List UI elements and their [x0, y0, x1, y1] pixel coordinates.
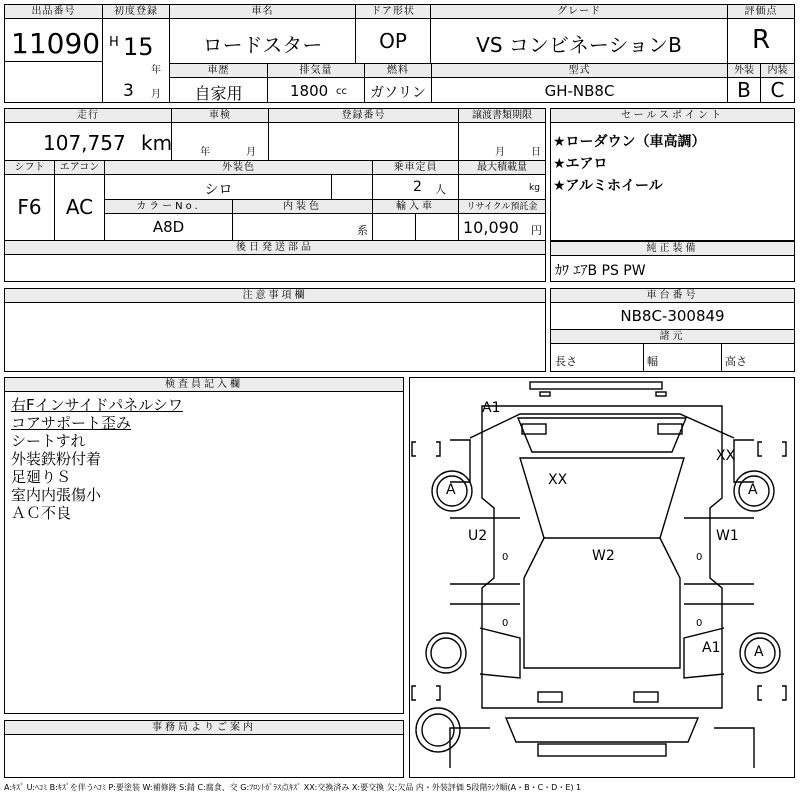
inspector-note: 室内内張傷小	[11, 486, 102, 504]
recycle-unit: 円	[531, 224, 542, 237]
mileage-cell	[5, 109, 171, 160]
history-value: 自家用	[194, 84, 243, 103]
transfer-day-unit: 日	[531, 147, 541, 158]
ac-cell	[55, 161, 104, 240]
color-label: 外装色	[105, 161, 372, 175]
caution-block	[4, 288, 546, 372]
capacity-value: 2	[413, 179, 422, 195]
capacity-cell	[373, 161, 458, 199]
sales-points-block	[550, 108, 795, 241]
width-label: 幅	[647, 355, 658, 368]
fuel-cell	[365, 64, 431, 102]
inspection-month-unit: 月	[246, 147, 256, 158]
mark-xx-right: XX	[716, 448, 736, 464]
mileage-unit: km	[141, 131, 173, 155]
history-label: 車歴	[170, 64, 267, 78]
equipment-block	[550, 241, 795, 282]
displacement-cell	[268, 64, 364, 102]
sales-label: セールスポイント	[551, 109, 794, 123]
transfer-month-unit: 月	[495, 147, 505, 158]
length-label: 長さ	[555, 355, 577, 368]
chassis-block	[550, 288, 795, 372]
grade-label: グレード	[431, 5, 727, 19]
height-label: 高さ	[725, 355, 747, 368]
sales-point: ★アルミホイール	[553, 178, 663, 194]
exterior-value: B	[737, 78, 751, 102]
grade-value: VS コンビネーションB	[476, 33, 682, 57]
load-unit: kg	[529, 183, 540, 193]
capacity-unit: 人	[435, 183, 446, 196]
score-value: R	[751, 25, 771, 55]
transfer-label: 譲渡書類期限	[459, 109, 545, 123]
model-value: GH-NB8C	[544, 82, 615, 100]
mark-u2: U2	[468, 528, 488, 544]
fuel-value: ガソリン	[370, 85, 426, 101]
mileage-label: 走行	[5, 109, 171, 123]
mark-a-bottom-right: A	[754, 644, 764, 660]
lot-label: 出品番号	[5, 5, 102, 19]
load-cell	[459, 161, 545, 199]
color-no-cell	[105, 200, 232, 240]
score-label: 評価点	[728, 5, 794, 19]
inspector-label: 検査員記入欄	[5, 378, 403, 392]
fuel-label: 燃料	[365, 64, 431, 78]
shift-value: F6	[17, 195, 42, 219]
first-reg-label: 初度登録	[103, 5, 169, 19]
vehicle-info-block	[4, 108, 546, 282]
model-cell	[432, 64, 727, 102]
later-parts-cell	[5, 241, 545, 281]
era: H	[109, 35, 119, 50]
mark-zero: 0	[502, 618, 509, 629]
damage-diagram	[409, 377, 795, 778]
score-cell	[728, 5, 794, 63]
displacement-unit: cc	[336, 86, 347, 97]
displacement-value: 1800	[290, 82, 329, 100]
mileage-value: 107,757	[43, 131, 126, 155]
sales-point: ★ローダウン（車高調）	[553, 134, 706, 150]
interior-value: C	[770, 78, 785, 102]
mark-a1-top: A1	[482, 400, 501, 416]
capacity-label: 乗車定員	[373, 161, 458, 175]
grade-cell	[431, 5, 727, 63]
equipment-value: ｶﾜ ｴｱB PS PW	[555, 263, 646, 279]
car-outline	[410, 378, 794, 777]
int-color-unit: 系	[357, 224, 368, 237]
shift-label: シフト	[5, 161, 54, 175]
displacement-label: 排気量	[268, 64, 364, 78]
inspection-year-unit: 年	[200, 147, 210, 158]
door-cell	[356, 5, 430, 63]
first-reg-cell	[103, 5, 169, 102]
car-name-label: 車名	[170, 5, 355, 19]
reg-month: 3	[123, 81, 134, 101]
mark-xx-left: XX	[548, 472, 568, 488]
mark-w2: W2	[592, 548, 615, 564]
inspector-block	[4, 377, 404, 714]
model-label: 型式	[432, 64, 727, 78]
int-color-cell	[233, 200, 372, 240]
office-label: 事務局よりご案内	[5, 721, 403, 735]
sales-point: ★エアロ	[553, 156, 608, 172]
mark-a-left: A	[446, 482, 456, 498]
equipment-label: 純正装備	[551, 242, 794, 256]
reg-year: 15	[123, 33, 154, 61]
mark-zero: 0	[696, 618, 703, 629]
mark-a1-bottom: A1	[702, 640, 721, 656]
mark-zero: 0	[502, 552, 509, 563]
transfer-cell	[459, 109, 545, 160]
history-cell	[170, 64, 267, 102]
color-value: シロ	[204, 182, 233, 198]
lot-cell	[5, 5, 102, 102]
color-no-label: カラーNo.	[105, 200, 232, 214]
load-label: 最大積載量	[459, 161, 545, 175]
color-no-value: A8D	[152, 218, 185, 236]
exterior-label: 外装	[728, 64, 760, 78]
later-parts-label: 後日発送部品	[5, 241, 545, 255]
inspection-label: 車検	[172, 109, 268, 123]
spec-label: 諸元	[551, 330, 794, 344]
import-cell	[373, 200, 458, 240]
ac-label: エアコン	[55, 161, 104, 175]
shift-cell	[5, 161, 54, 240]
inspector-note: コアサポート歪み	[11, 414, 132, 432]
inspector-note: 外装鉄粉付着	[11, 450, 102, 468]
mark-w1: W1	[716, 528, 739, 544]
reg-year-unit: 年	[151, 65, 161, 76]
recycle-label: リサイクル預託金	[459, 200, 545, 214]
inspector-note: 右Fインサイドパネルシワ	[11, 396, 183, 414]
recycle-value: 10,090	[463, 218, 519, 237]
reg-month-unit: 月	[151, 89, 161, 100]
mark-a-right: A	[748, 482, 758, 498]
interior-cell	[761, 64, 794, 102]
mark-zero: 0	[696, 552, 703, 563]
header-block	[4, 4, 795, 103]
reg-no-cell	[269, 109, 458, 160]
office-block	[4, 720, 404, 778]
chassis-label: 車台番号	[551, 289, 794, 303]
reg-no-label: 登録番号	[269, 109, 458, 123]
inspector-note: ＡＣ不良	[11, 504, 72, 522]
import-label: 輸入車	[373, 200, 458, 214]
inspector-note: 足廻りＳ	[11, 468, 72, 486]
exterior-cell	[728, 64, 760, 102]
caution-label: 注意事項欄	[5, 289, 545, 303]
lot-value: 11090	[11, 27, 101, 60]
interior-label: 内装	[761, 64, 794, 78]
inspector-note: シートすれ	[11, 432, 86, 450]
car-name: ロードスター	[202, 33, 323, 57]
recycle-cell	[459, 200, 545, 240]
color-cell	[105, 161, 372, 199]
int-color-label: 内装色	[233, 200, 372, 214]
car-name-cell	[170, 5, 355, 63]
inspection-cell	[172, 109, 268, 160]
ac-value: AC	[65, 195, 94, 219]
door-label: ドア形状	[356, 5, 430, 19]
legend-text: A:ｷｽﾞ U:ﾍｺﾐ B:ｷｽﾞを伴うﾍｺﾐ P:要塗装 W:補修跡 S:錆 C:腐食、交 G:ﾌﾛﾝﾄｶﾞﾗｽ点ｷｽﾞ XX:交換済み X:要交換 欠:欠品 内・外装評価 5段階ﾗﾝｸ順(A・B・C・D・E) 1	[4, 783, 582, 792]
door-value: OP	[379, 29, 407, 53]
chassis-value: NB8C-300849	[620, 307, 725, 325]
